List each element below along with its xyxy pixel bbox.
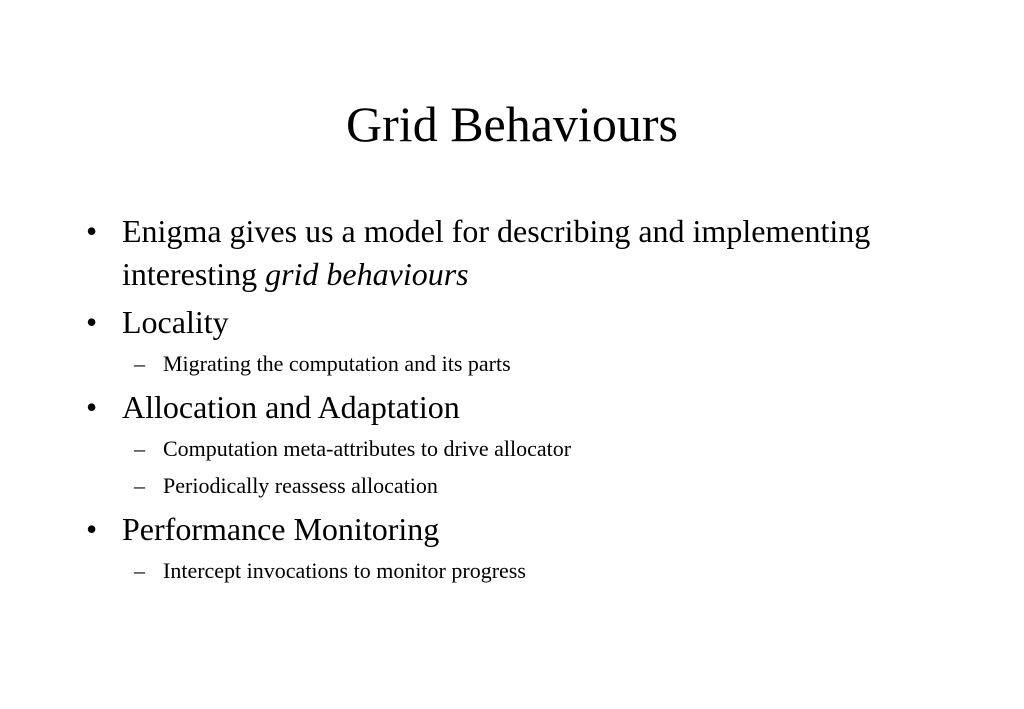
bullet-item-locality [0, 301, 1024, 344]
slide-title: Grid Behaviours [346, 96, 678, 152]
sub-bullet-intercept [0, 556, 1024, 586]
bullet-icon: • [86, 213, 98, 249]
bullet-text: Locality [122, 304, 229, 340]
bullet-item-enigma [0, 210, 1024, 296]
bullet-item-allocation [0, 386, 1024, 429]
bullet-icon: • [86, 389, 98, 425]
sub-bullet-text: Migrating the computation and its parts [163, 351, 511, 376]
dash-icon: – [134, 351, 145, 376]
bullet-emphasis: grid behaviours [265, 256, 469, 292]
sub-bullet-text: Computation meta-attributes to drive allocator [163, 436, 572, 461]
sub-bullet-text: Intercept invocations to monitor progress [163, 558, 526, 583]
dash-icon: – [134, 473, 145, 498]
bullet-text: Allocation and Adaptation [122, 389, 460, 425]
bullet-item-performance [0, 508, 1024, 551]
bullet-list [0, 210, 1024, 593]
sub-bullet-meta-attributes [0, 434, 1024, 464]
sub-bullet-text: Periodically reassess allocation [163, 473, 438, 498]
dash-icon: – [134, 436, 145, 461]
sub-bullet-reassess [0, 471, 1024, 501]
bullet-icon: • [86, 304, 98, 340]
bullet-icon: • [86, 511, 98, 547]
sub-bullet-migrating [0, 349, 1024, 379]
bullet-text: Enigma gives us a model for describing and implementing interesting [122, 213, 871, 292]
bullet-text: Performance Monitoring [122, 511, 440, 547]
dash-icon: – [134, 558, 145, 583]
